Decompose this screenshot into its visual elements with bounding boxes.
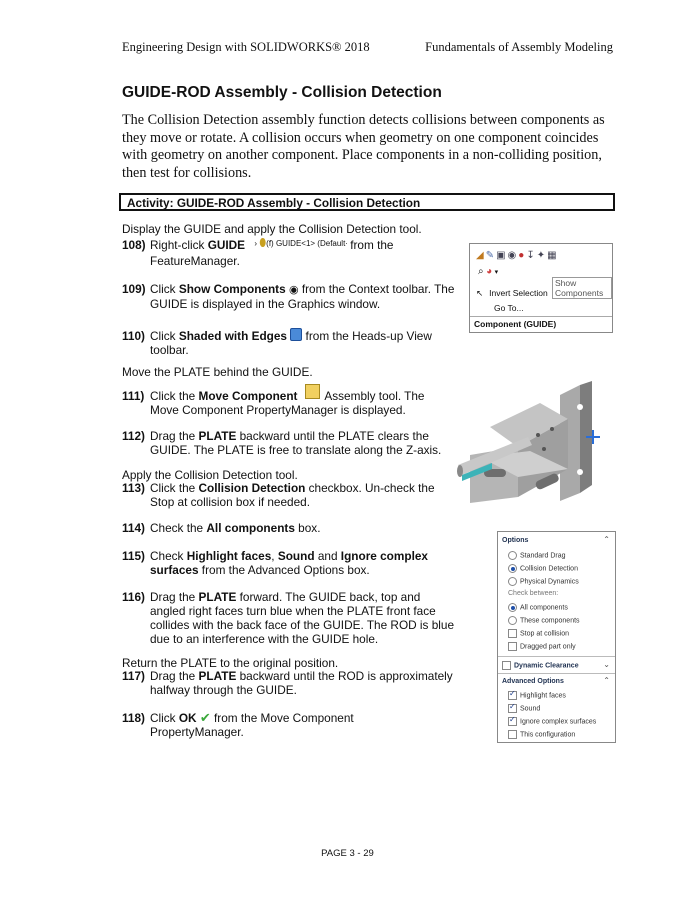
step-109: 109) Click Show Components ◉ from the Context toolbar. The GUIDE is displayed in the Graphics window.: [122, 282, 455, 311]
options-divider: [498, 656, 615, 657]
component-icon: ⬮: [259, 237, 267, 249]
tree-pin-icon: ›: [254, 239, 258, 248]
step-113: 113) Click the Collision Detection checkbox. Un-check the Stop at collision box if needed.: [122, 481, 435, 509]
guide-hole: [536, 433, 540, 437]
checkbox-ignore-complex-surfaces[interactable]: ✓Ignore complex surfaces: [508, 717, 596, 726]
hide-icon[interactable]: ▣: [496, 250, 508, 261]
select-icon[interactable]: ◢: [476, 250, 486, 261]
radio-standard-drag[interactable]: Standard Drag: [508, 551, 566, 560]
return-intro: Return the PLATE to the original position.: [122, 656, 339, 670]
step-111: 111) Click the Move Component Assembly tool. The Move Component PropertyManager is displayed.: [122, 384, 462, 417]
guide-hole: [542, 447, 546, 451]
menu-divider: [470, 316, 612, 317]
menu-footer-component: Component (GUIDE): [474, 319, 557, 329]
step-114: 114) Check the All components box.: [122, 521, 321, 535]
radio-button[interactable]: [508, 577, 517, 586]
checkbox[interactable]: [502, 661, 511, 670]
apply-intro: Apply the Collision Detection tool.: [122, 468, 298, 482]
menu-item-invert-selection[interactable]: ↖ Invert Selection: [476, 288, 548, 298]
move-component-icon: [305, 384, 320, 399]
dropdown-icon[interactable]: ▾: [494, 268, 499, 276]
radio-button[interactable]: [508, 564, 517, 573]
checkbox[interactable]: [508, 629, 517, 638]
mate-icon[interactable]: ↧: [526, 250, 537, 261]
section-title: GUIDE-ROD Assembly - Collision Detection: [122, 84, 442, 101]
context-toolbar: [476, 250, 559, 261]
checkbox-dragged-part-only[interactable]: Dragged part only: [508, 642, 576, 651]
checkbox-highlight-faces[interactable]: ✓Highlight faces: [508, 691, 566, 700]
checkbox-this-configuration[interactable]: This configuration: [508, 730, 575, 739]
cursor-icon: ↖: [476, 288, 484, 298]
checkbox[interactable]: [508, 704, 517, 713]
zoom-icon[interactable]: ⌕: [478, 266, 484, 277]
options-section-title: Options: [502, 537, 529, 544]
running-header-right: Fundamentals of Assembly Modeling: [425, 40, 613, 54]
step-108: 108) Right-click GUIDE $^{› ⬮(f) GUIDE<1> (Default\cdot}$ from the FeatureManager.: [122, 237, 394, 268]
checkbox-sound[interactable]: ✓Sound: [508, 704, 540, 713]
step-115: 115) Check Highlight faces, Sound and Ignore complex surfaces from the Advanced Options box.: [122, 549, 428, 577]
smart-icon[interactable]: ✦: [536, 250, 548, 261]
radio-physical-dynamics[interactable]: Physical Dynamics: [508, 577, 579, 586]
tree-item-guide: › ⬮(f) GUIDE<1> (Default·: [254, 237, 348, 249]
plate-hole: [577, 469, 583, 475]
appearance-icon[interactable]: ◕: [486, 266, 493, 277]
rod-end: [457, 465, 463, 477]
options-divider: [498, 673, 615, 674]
step-118: 118) Click OK ✔ from the Move Component PropertyManager.: [122, 710, 354, 739]
show-components-eye-icon: ◉: [288, 284, 299, 296]
checkbox[interactable]: [508, 730, 517, 739]
isolate-icon[interactable]: ●: [518, 250, 527, 261]
show-components-tooltip: Show Components: [552, 277, 612, 299]
edit-icon[interactable]: ✎: [485, 250, 497, 261]
running-header-left: Engineering Design with SOLIDWORKS® 2018: [122, 40, 370, 54]
step-117: 117) Drag the PLATE backward until the ROD is approximately halfway through the GUIDE.: [122, 669, 453, 697]
radio-these-components[interactable]: These components: [508, 616, 580, 625]
radio-button[interactable]: [508, 551, 517, 560]
collapse-options-icon[interactable]: ⌃: [603, 535, 610, 544]
activity-box: [119, 193, 615, 211]
radio-button[interactable]: [508, 616, 517, 625]
appearance-toolbar: [478, 266, 498, 277]
shaded-with-edges-icon: [290, 328, 302, 341]
context-menu-panel: [469, 243, 613, 333]
checkbox-stop-at-collision[interactable]: Stop at collision: [508, 629, 569, 638]
plate-hole: [577, 404, 583, 410]
move-component-options-panel: [497, 531, 616, 743]
step-112: 112) Drag the PLATE backward until the PLATE clears the GUIDE. The PLATE is free to translate along the Z-axis.: [122, 429, 442, 457]
checkbox[interactable]: [508, 642, 517, 651]
activity-title: Activity: GUIDE-ROD Assembly - Collision Detection: [127, 196, 421, 210]
radio-all-components[interactable]: All components: [508, 603, 568, 612]
grid-icon[interactable]: ▦: [547, 250, 559, 261]
menu-item-go-to[interactable]: Go To...: [494, 303, 524, 313]
step-110: 110) Click Shaded with Edges from the Heads-up View toolbar.: [122, 329, 432, 357]
guide-hole: [550, 427, 554, 431]
advanced-options-title: Advanced Options: [502, 678, 564, 685]
ok-checkmark-icon: ✔: [199, 710, 211, 725]
checkbox[interactable]: [508, 691, 517, 700]
guide-rod-model-image: [440, 377, 618, 513]
display-intro: Display the GUIDE and apply the Collision Detection tool.: [122, 222, 422, 236]
move-intro: Move the PLATE behind the GUIDE.: [122, 365, 313, 379]
check-between-label: Check between:: [508, 590, 559, 597]
intro-paragraph: The Collision Detection assembly function detects collisions between components as they move or rotate. A collision occurs when geometry on one component coincides with geometry on another component. Place components in a non-colliding position, then test for collisions.: [122, 112, 605, 181]
collapse-advanced-icon[interactable]: ⌃: [603, 676, 610, 685]
expand-dynamic-clearance-icon[interactable]: ⌄: [603, 660, 610, 669]
radio-collision-detection[interactable]: Collision Detection: [508, 564, 578, 573]
checkbox[interactable]: [508, 717, 517, 726]
checkbox-dynamic-clearance[interactable]: Dynamic Clearance: [502, 661, 579, 670]
radio-button[interactable]: [508, 603, 517, 612]
page-number: PAGE 3 - 29: [321, 848, 374, 859]
step-116: 116) Drag the PLATE forward. The GUIDE back, top and angled right faces turn blue when the PLATE front face collides with the back face of the GUIDE. The ROD is blue due to an interference with the GUIDE hole.: [122, 590, 455, 646]
show-components-icon[interactable]: ◉: [507, 250, 519, 261]
